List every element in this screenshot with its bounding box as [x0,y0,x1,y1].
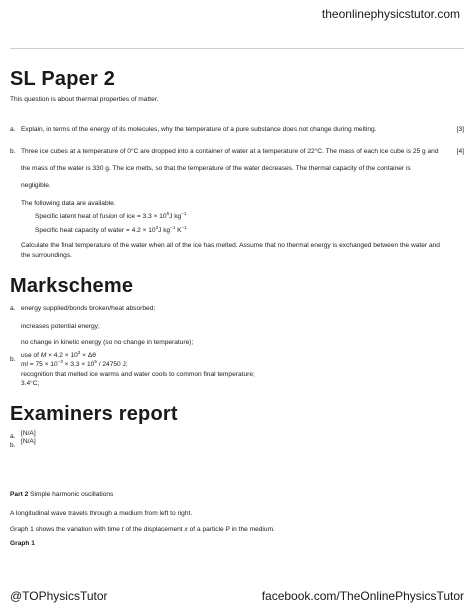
part2-label: Part 2 [10,491,29,498]
intro-text: This question is about thermal properties of matter. [10,96,159,103]
ms-b1-pre: use of [21,352,41,359]
markscheme-b-label: b. [10,356,16,363]
question-a-marks: [3] [456,126,464,133]
latent-heat-label: Specific latent heat of fusion of ice = 3.3 × 10 [35,213,167,220]
examiners-a-text: [N/A] [21,430,36,437]
latent-heat-line [35,210,187,221]
ms-b1-exp: 3 [77,349,81,355]
question-a-text: Explain, in terms of the energy of its molecules, why the temperature of a pure substance does not change during melting. [21,126,377,133]
part2-line2 [10,526,275,534]
examiners-a-label: a. [10,433,16,440]
question-b-line2: the mass of the water is 330 g. The ice melts, so that the temperature of the water decreases. The thermal capacity of the container is [21,165,411,172]
ms-b2-post: / 24750 J; [96,361,128,368]
header-divider [10,48,464,49]
graph1-label: Graph 1 [10,540,35,547]
part2-heading [10,491,113,499]
p2l2-post: of a particle P in the medium. [187,526,275,533]
ms-b2-exp2: 5 [94,358,97,364]
examiners-b-text: [N/A] [21,438,36,445]
p2l2-t: t [121,526,124,533]
latent-heat-exp: 5 [166,210,170,216]
ms-b2-mid1: = 75 × 10 [27,361,58,368]
calculate-line2: the surroundings. [21,252,72,259]
data-intro: The following data are available. [21,200,116,207]
latent-heat-unit: J kg [169,213,182,220]
ms-b2-mid2: × 3.3 × 10 [62,361,95,368]
markscheme-heading: Markscheme [10,275,134,297]
heat-capacity-unit2: K [175,227,182,234]
heat-capacity-unit1: J kg [158,227,171,234]
latent-heat-unit-exp: −1 [181,210,187,216]
heat-capacity-line [35,224,187,235]
heat-capacity-label: Specific heat capacity of water = 4.2 × 10 [35,227,156,234]
markscheme-b-line4: 3.4°C; [21,380,40,387]
footer-twitter[interactable]: @TOPhysicsTutor [10,589,108,603]
question-a-label: a. [10,126,16,133]
heat-capacity-unit2-exp: −1 [181,224,187,230]
ms-b2-exp1: −3 [57,358,63,364]
part2-title: Simple harmonic oscillations [28,491,114,498]
page-title: SL Paper 2 [10,68,116,90]
ms-b1-mid: × 4.2 × 10 [46,352,78,359]
heat-capacity-exp: 3 [155,224,159,230]
ms-b1-post: × Δθ [80,352,96,359]
question-b-line1: Three ice cubes at a temperature of 0°C are dropped into a container of water at a temperature of 22°C. The mass of each ice cube is 25 g and [21,148,439,155]
site-url: theonlinephysicstutor.com [321,7,460,21]
markscheme-b-line2 [21,358,128,369]
markscheme-a-line3: no change in kinetic energy (so no change in temperature); [21,339,194,346]
part2-line1: A longitudinal wave travels through a medium from left to right. [10,510,193,517]
markscheme-b-line3: recognition that melted ice warms and water cools to common final temperature; [21,371,255,378]
p2l2-x: x [184,526,188,533]
examiners-b-label: b. [10,442,16,449]
calculate-line1: Calculate the final temperature of the water when all of the ice has melted. Assume that no thermal energy is exchanged between the water and [21,242,440,249]
p2l2-mid: of the displacement [123,526,185,533]
markscheme-a-line1: energy supplied/bonds broken/heat absorbed; [21,305,156,312]
ms-b2-var: ml [21,361,28,368]
markscheme-a-label: a. [10,305,16,312]
question-b-label: b. [10,148,16,155]
footer-facebook[interactable]: facebook.com/TheOnlinePhysicsTutor [261,589,464,603]
heat-capacity-unit1-exp: −1 [170,224,176,230]
ms-b1-var: M [40,352,47,359]
markscheme-a-line2: increases potential energy; [21,323,100,330]
examiners-report-heading: Examiners report [10,403,178,425]
question-b-marks: [4] [456,148,464,155]
question-b-line3: negligible. [21,182,51,189]
p2l2-pre: Graph 1 shows the variation with time [10,526,122,533]
